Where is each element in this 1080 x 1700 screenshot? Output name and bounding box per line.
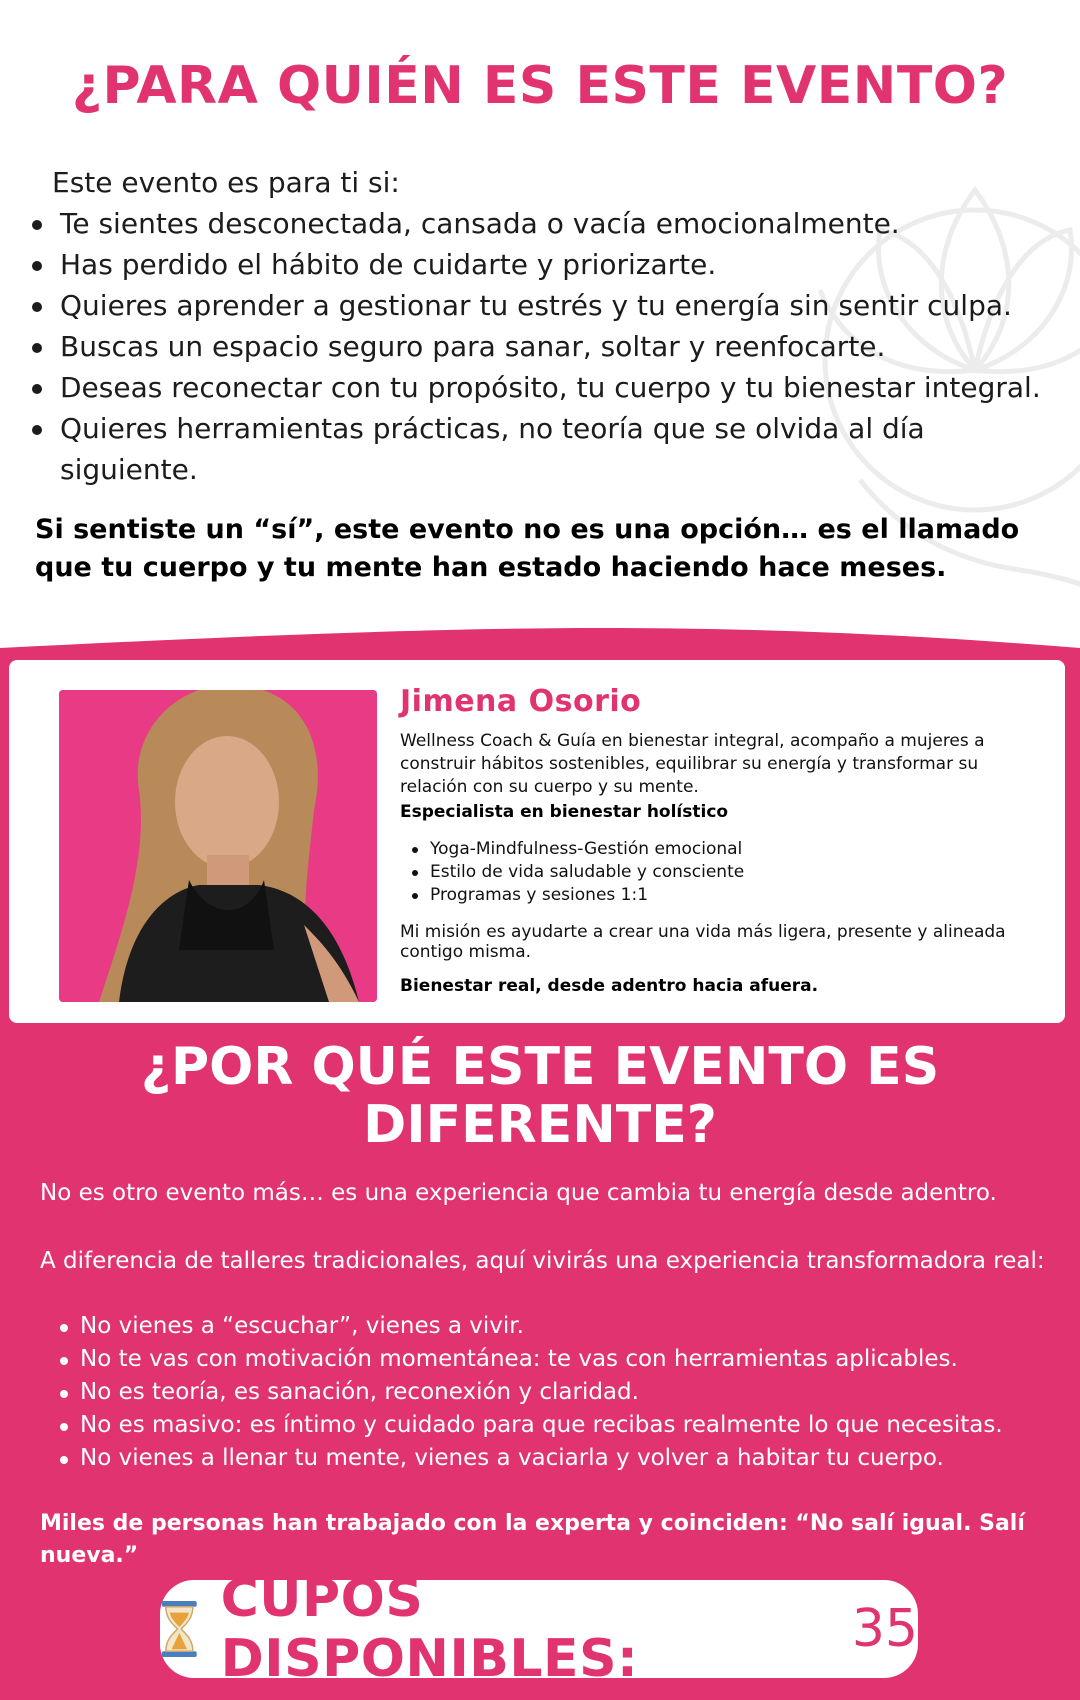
audience-intro: Este evento es para ti si: xyxy=(52,166,400,199)
why-title-line1: ¿POR QUÉ ESTE EVENTO ES xyxy=(140,1037,940,1097)
audience-highlight: Si sentiste un “sí”, este evento no es una opción… es el llamado que tu cuerpo y tu mente han estado haciendo hace meses. xyxy=(35,514,1020,583)
speaker-name: Jimena Osorio xyxy=(400,684,642,719)
why-title-line2: DIFERENTE? xyxy=(363,1095,717,1155)
audience-section xyxy=(0,0,1080,640)
testimonial-quote: Miles de personas han trabajado con la experta y coinciden: “No salí igual. Salí nueva.” xyxy=(40,1511,1025,1568)
audience-title: ¿PARA QUIÉN ES ESTE EVENTO? xyxy=(71,56,1009,116)
audience-list xyxy=(52,203,1076,490)
speaker-specialty: Especialista en bienestar holístico xyxy=(400,802,729,822)
list-item: Te sientes desconectada, cansada o vacía emocionalmente. xyxy=(56,203,1076,244)
list-item: No es masivo: es íntimo y cuidado para que recibas realmente lo que necesitas. xyxy=(80,1409,1070,1442)
spots-label: CUPOS DISPONIBLES: xyxy=(220,1569,639,1689)
why-list xyxy=(80,1310,1070,1475)
speaker-tagline: Bienestar real, desde adentro hacia afuera. xyxy=(400,976,819,996)
speaker-skills-list xyxy=(422,838,744,907)
list-item: No vienes a “escuchar”, vienes a vivir. xyxy=(80,1310,1070,1343)
speaker-photo xyxy=(59,690,377,1002)
why-title xyxy=(0,1038,1080,1154)
list-item: Buscas un espacio seguro para sanar, soltar y reenfocarte. xyxy=(56,326,1076,367)
list-item: No vienes a llenar tu mente, vienes a vaciarla y volver a habitar tu cuerpo. xyxy=(80,1442,1070,1475)
available-spots-badge xyxy=(160,1569,918,1689)
list-item: Yoga-Mindfulness-Gestión emocional xyxy=(422,838,744,861)
list-item: No te vas con motivación momentánea: te vas con herramientas aplicables. xyxy=(80,1343,1070,1376)
spots-count: 35 xyxy=(851,1599,918,1659)
speaker-card xyxy=(9,660,1065,1023)
list-item: Deseas reconectar con tu propósito, tu cuerpo y tu bienestar integral. xyxy=(56,367,1076,408)
speaker-description: Wellness Coach & Guía en bienestar integral, acompaño a mujeres a construir hábitos sostenibles, equilibrar su energía y transformar su relación con su cuerpo y su mente. xyxy=(400,731,985,797)
list-item: Estilo de vida saludable y consciente xyxy=(422,861,744,884)
wave-divider xyxy=(0,608,1080,668)
why-difference: A diferencia de talleres tradicionales, aquí vivirás una experiencia transformadora real: xyxy=(40,1248,1045,1274)
hourglass-icon xyxy=(160,1600,199,1658)
list-item: No es teoría, es sanación, reconexión y claridad. xyxy=(80,1376,1070,1409)
list-item: Quieres aprender a gestionar tu estrés y tu energía sin sentir culpa. xyxy=(56,285,1076,326)
list-item: Quieres herramientas prácticas, no teoría que se olvida al día siguiente. xyxy=(56,408,980,490)
speaker-mission: Mi misión es ayudarte a crear una vida más ligera, presente y alineada contigo misma. xyxy=(400,922,1006,962)
why-intro: No es otro evento más… es una experiencia que cambia tu energía desde adentro. xyxy=(40,1180,997,1206)
list-item: Programas y sesiones 1:1 xyxy=(422,884,744,907)
list-item: Has perdido el hábito de cuidarte y priorizarte. xyxy=(56,244,1076,285)
